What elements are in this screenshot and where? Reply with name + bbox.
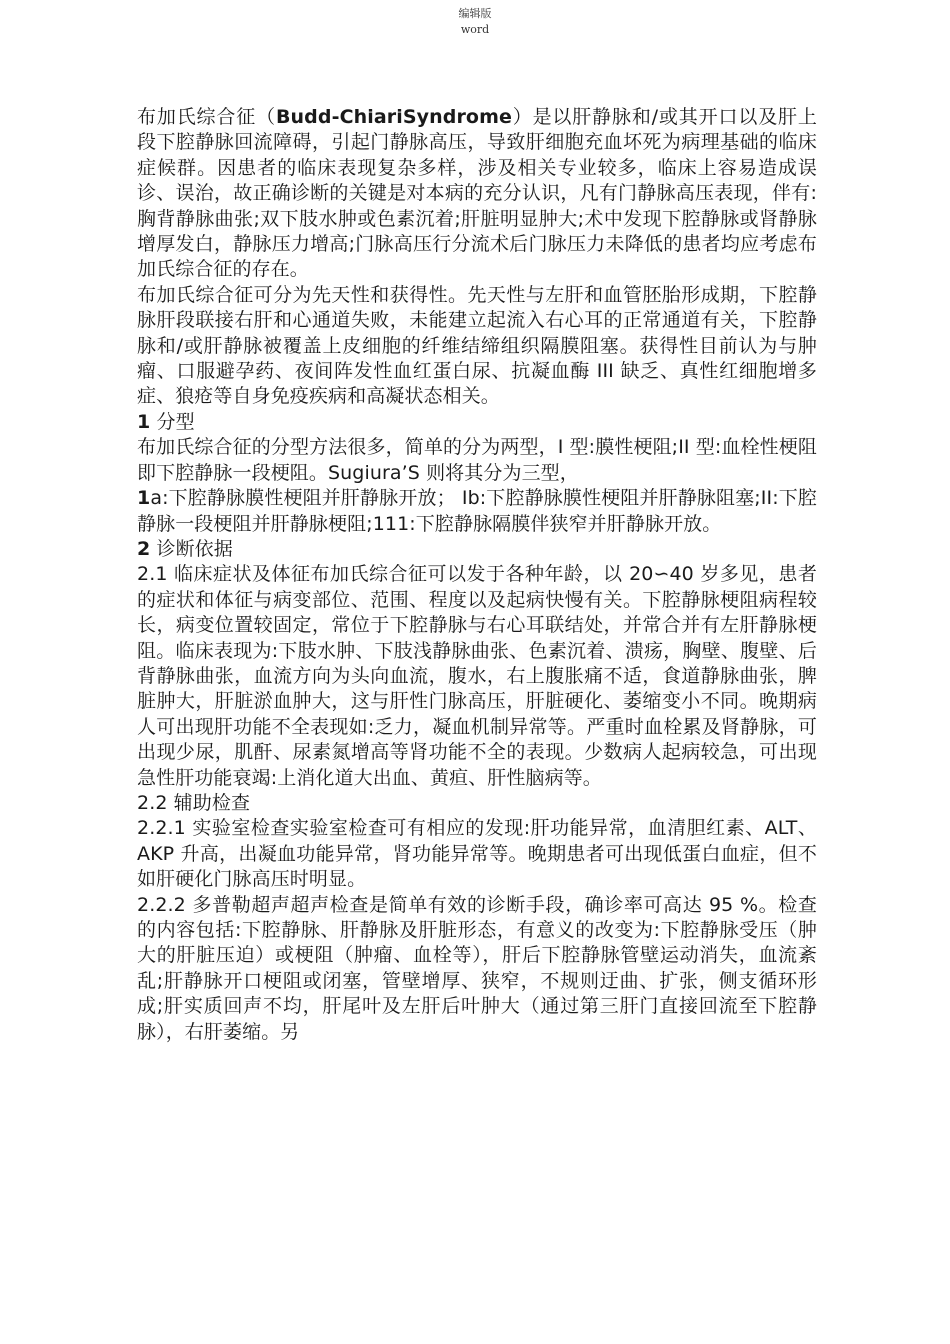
paragraph-doppler: 2.2.2 多普勒超声超声检查是简单有效的诊断手段，确诊率可高达 95 %。检查的内容包括:下腔静脉、肝静脉及肝脏形态，有意义的改变为:下腔静脉受压（肿大的肝脏压迫）或梗阻（肿瘤、血栓等），肝后下腔静脉管壁运动消失，血流紊乱;肝静脉开口梗阻或闭塞，管壁增厚、狭窄，不规则迂曲、扩张，侧支循环形成;肝实质回声不均，肝尾叶及左肝后叶肿大（通过第三肝门直接回流至下腔静脉），右肝萎缩。另 <box>137 893 817 1043</box>
header-subtitle: word <box>460 23 490 36</box>
header-title: 编辑版 <box>458 7 492 20</box>
paragraph-clinical-symptoms: 2.1 临床症状及体征布加氏综合征可以发于各种年龄，以 20∽40 岁多见，患者的症状和体征与病变部位、范围、程度以及起病快慢有关。下腔静脉梗阻病程较长，病变位置较固定，常位于下腔静脉与右心耳联结处，并常合并有左肝静脉梗阻。临床表现为:下肢水肿、下肢浅静脉曲张、色素沉着、溃疡，胸壁、腹壁、后背静脉曲张，血流方向为头向血流，腹水，右上腹胀痛不适，食道静脉曲张，脾脏肿大，肝脏淤血肿大，这与肝性门脉高压，肝脏硬化、萎缩变小不同。晚期病人可出现肝功能不全表现如:乏力，凝血机制异常等。严重时血栓累及肾静脉，可出现少尿，肌酐、尿素氮增高等肾功能不全的表现。少数病人起病较急，可出现急性肝功能衰竭:上消化道大出血、黄疸、肝性脑病等。 <box>137 563 817 789</box>
intro-text-start: 布加氏综合征（ <box>137 106 276 128</box>
paragraph-classification: 布加氏综合征的分型方法很多，简单的分为两型，I 型:膜性梗阻;II 型:血栓性梗阻即下腔静脉一段梗阻。Sugiura’S 则将其分为三型， <box>137 436 817 484</box>
section-title: 诊断依据 <box>150 537 233 560</box>
paragraph-lab-tests: 2.2.1 实验室检查实验室检查可有相应的发现:肝功能异常，血清胆红素、ALT、AKP 升高，出凝血功能异常，肾功能异常等。晚期患者可出现低蛋白血症，但不如肝硬化门脉高压时明显。 <box>137 817 817 891</box>
document-body <box>137 105 817 1045</box>
intro-text-end: ）是以肝静脉和/或其开口以及肝上段下腔静脉回流障碍，引起门静脉高压，导致肝细胞充血坏死为病理基础的临床症候群。因患者的临床表现复杂多样，涉及相关专业较多，临床上容易造成误诊、误治，故正确诊断的关键是对本病的充分认识，凡有门静脉高压表现，伴有:胸背静脉曲张;双下肢水肿或色素沉着;肝脏明显肿大;术中发现下腔静脉或肾静脉增厚发白，静脉压力增高;门脉高压行分流术后门脉压力未降低的患者均应考虑布加氏综合征的存在。 <box>137 106 817 281</box>
type-text: a:下腔静脉膜性梗阻并肝静脉开放； Ib:下腔静脉膜性梗阻并肝静脉阻塞;II:下腔静脉一段梗阻并肝静脉梗阻;111:下腔静脉隔膜伴狭窄并肝静脉开放。 <box>137 487 817 535</box>
type-number: 1 <box>137 487 151 510</box>
paragraph-intro <box>137 105 817 283</box>
paragraph-etiology: 布加氏综合征可分为先天性和获得性。先天性与左肝和血管胚胎形成期，下腔静脉肝段联接右肝和心通道失败，未能建立起流入右心耳的正常通道有关，下腔静脉和/或肝静脉被覆盖上皮细胞的纤维结缔组织隔膜阻塞。获得性目前认为与肿瘤、口服避孕药、夜间阵发性血红蛋白尿、抗凝血酶 III 缺乏、真性红细胞增多症、狼疮等自身免疫疾病和高凝状态相关。 <box>137 283 817 408</box>
section-number: 1 <box>137 410 151 433</box>
section-heading-classification <box>137 410 817 435</box>
section-title: 分型 <box>150 410 195 433</box>
section-heading-diagnosis <box>137 537 817 562</box>
syndrome-term: Budd-ChiariSyndrome <box>275 106 512 128</box>
paragraph-types <box>137 486 817 537</box>
subsection-heading-auxiliary: 2.2 辅助检查 <box>137 791 251 814</box>
section-number: 2 <box>137 537 151 560</box>
page-header <box>0 6 950 38</box>
